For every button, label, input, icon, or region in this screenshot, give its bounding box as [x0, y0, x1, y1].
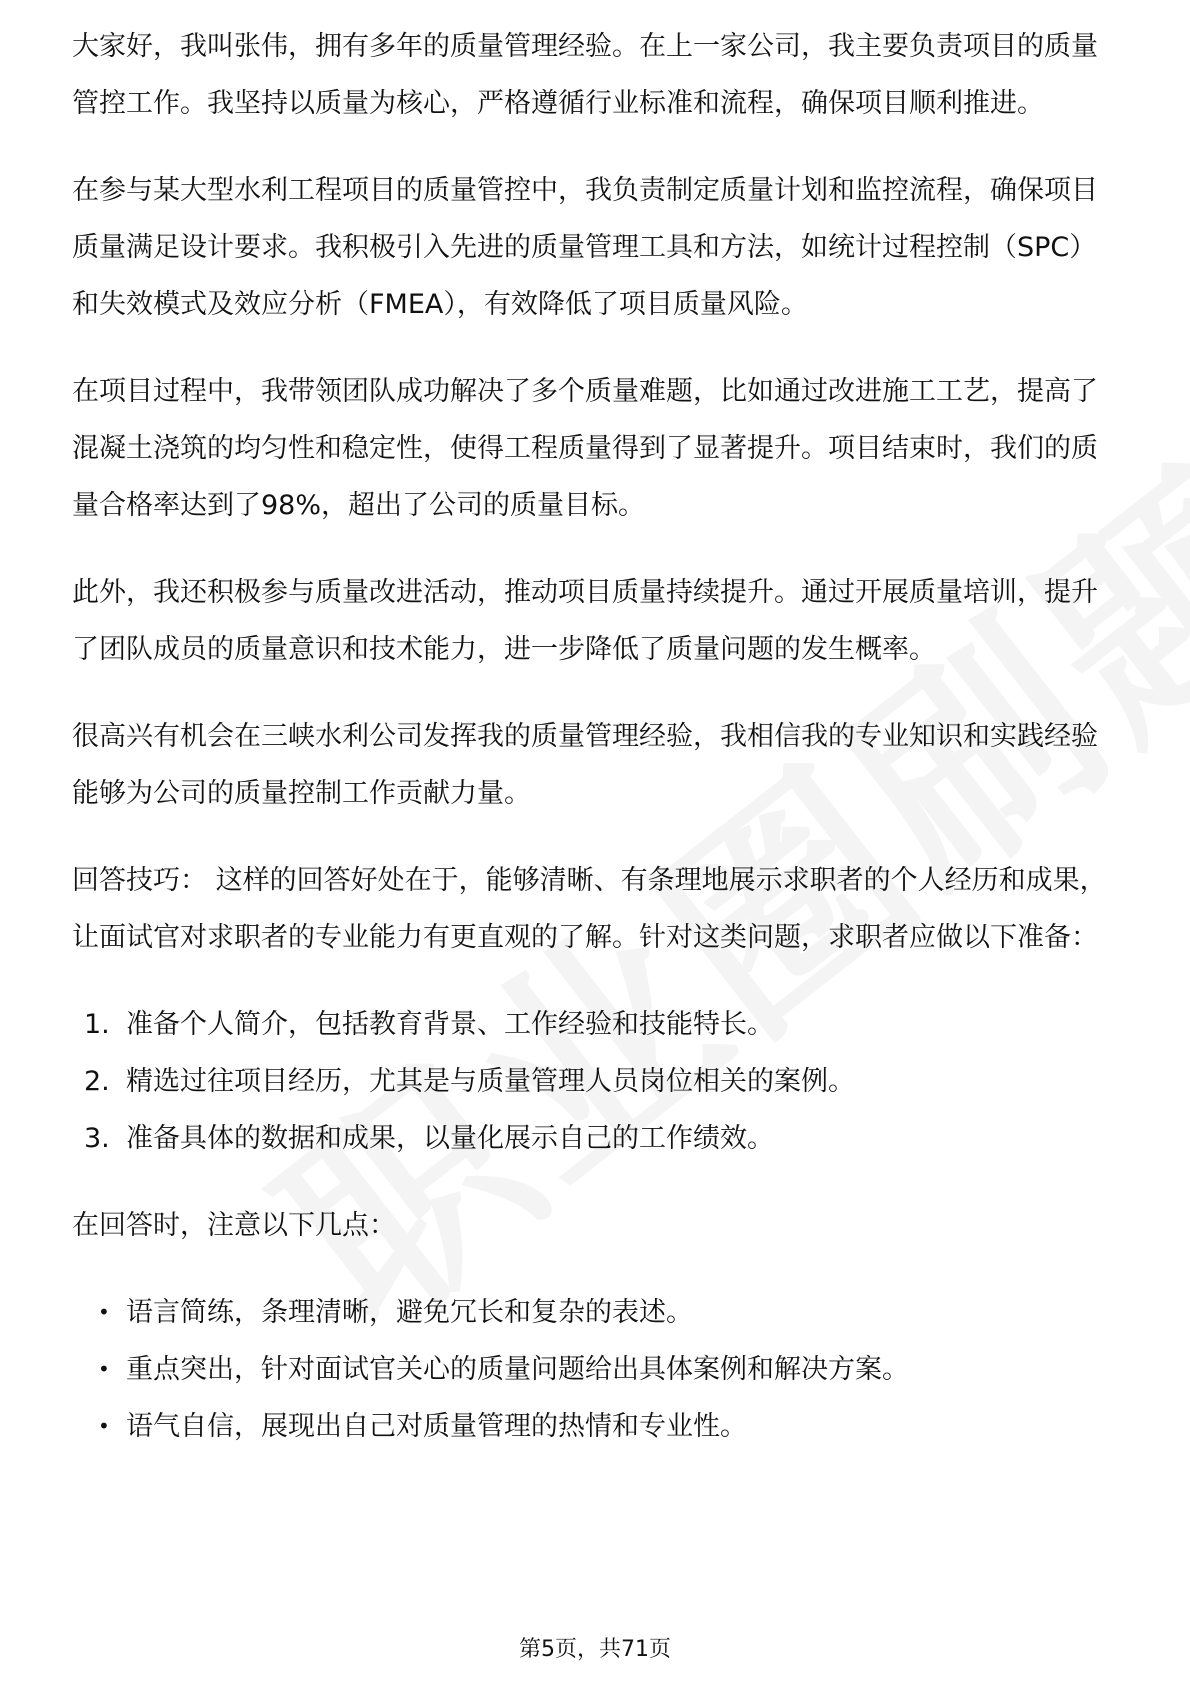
list-item — [72, 1398, 1122, 1455]
bullet-marker: • — [98, 1414, 110, 1438]
list-number: 1. — [84, 1009, 110, 1040]
paragraph-closing: 很高兴有机会在三峡水利公司发挥我的质量管理经验，我相信我的专业知识和实践经验能够为公司的质量控制工作贡献力量。 — [72, 721, 1098, 809]
list-item — [72, 1110, 1122, 1167]
list-item — [72, 996, 1122, 1053]
paragraph-results: 在项目过程中，我带领团队成功解决了多个质量难题，比如通过改进施工工艺，提高了混凝土浇筑的均匀性和稳定性，使得工程质量得到了显著提升。项目结束时，我们的质量合格率达到了98%，超出了公司的质量目标。 — [72, 376, 1098, 521]
list-item — [72, 1341, 1122, 1398]
paragraph-improvement: 此外，我还积极参与质量改进活动，推动项目质量持续提升。通过开展质量培训，提升了团队成员的质量意识和技术能力，进一步降低了质量问题的发生概率。 — [72, 577, 1098, 665]
preparation-list — [72, 996, 1122, 1167]
paragraph-notes-intro: 在回答时，注意以下几点： — [72, 1210, 396, 1241]
notes-list — [72, 1284, 1122, 1455]
list-item — [72, 1284, 1122, 1341]
list-item-text: 语气自信，展现出自己对质量管理的热情和专业性。 — [126, 1411, 747, 1442]
list-item-text: 语言简练，条理清晰，避免冗长和复杂的表述。 — [126, 1297, 693, 1328]
list-item — [72, 1053, 1122, 1110]
list-number: 3. — [84, 1123, 110, 1154]
list-item-text: 准备具体的数据和成果，以量化展示自己的工作绩效。 — [126, 1123, 774, 1154]
paragraph-intro: 大家好，我叫张伟，拥有多年的质量管理经验。在上一家公司，我主要负责项目的质量管控工作。我坚持以质量为核心，严格遵循行业标准和流程，确保项目顺利推进。 — [72, 31, 1098, 119]
list-item-text: 准备个人简介，包括教育背景、工作经验和技能特长。 — [126, 1009, 774, 1040]
paragraph-project: 在参与某大型水利工程项目的质量管控中，我负责制定质量计划和监控流程，确保项目质量满足设计要求。我积极引入先进的质量管理工具和方法，如统计过程控制（SPC）和失效模式及效应分析（FMEA），有效降低了项目质量风险。 — [72, 175, 1098, 320]
paragraph-tips: 回答技巧： 这样的回答好处在于，能够清晰、有条理地展示求职者的个人经历和成果，让面试官对求职者的专业能力有更直观的了解。针对这类问题，求职者应做以下准备： — [72, 865, 1107, 953]
list-item-text: 精选过往项目经历，尤其是与质量管理人员岗位相关的案例。 — [126, 1066, 855, 1097]
bullet-marker: • — [98, 1300, 110, 1324]
document-body — [72, 28, 1122, 1485]
list-number: 2. — [84, 1066, 110, 1097]
list-item-text: 重点突出，针对面试官关心的质量问题给出具体案例和解决方案。 — [126, 1354, 909, 1385]
page-footer: 第5页，共71页 — [519, 1637, 671, 1662]
bullet-marker: • — [98, 1357, 110, 1381]
